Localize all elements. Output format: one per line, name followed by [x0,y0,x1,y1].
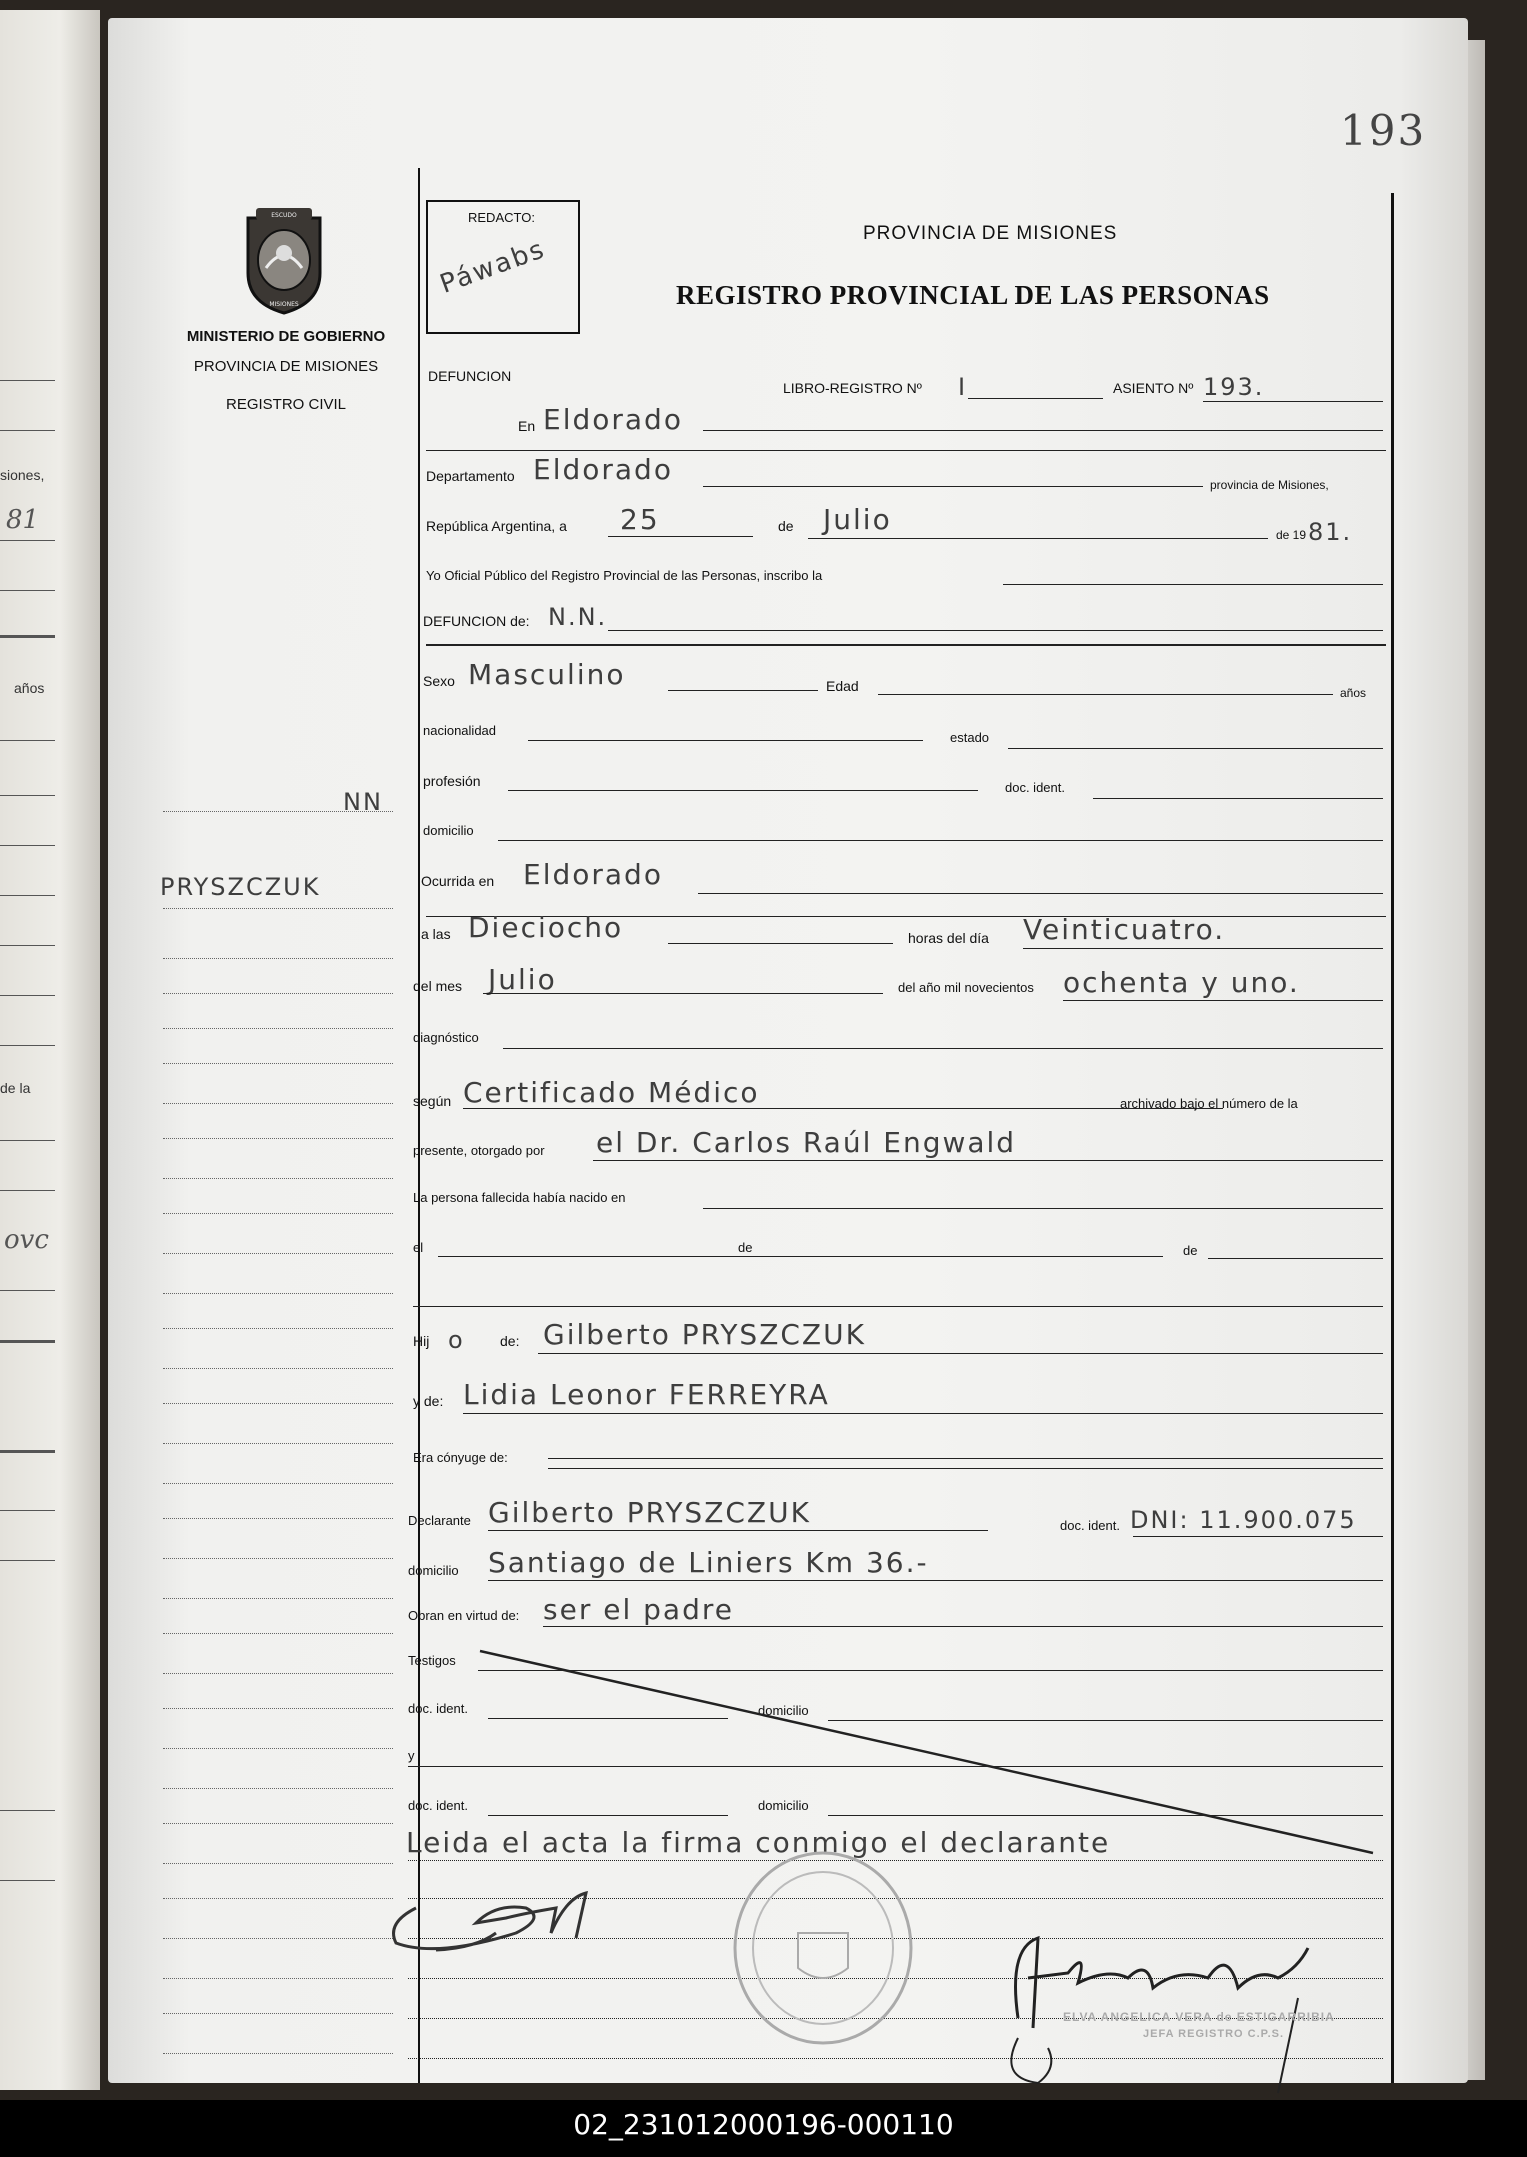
left-fragment-3: de la [0,1080,31,1096]
redacto-initials: Páwabs [436,234,550,300]
left-hand-fragment-2: ovc [4,1225,49,1255]
de-label: de [778,518,794,534]
record-type-label: DEFUNCION [428,368,512,384]
presente-label: presente, otorgado por [413,1143,545,1158]
declarante-domicilio-label: domicilio [408,1563,459,1578]
month-value: Julio [823,503,892,536]
hijo-label: Hij [413,1333,430,1349]
closing-statement: Leida el acta la firma conmigo el declarante [406,1826,1111,1859]
asiento-value: 193. [1203,373,1265,401]
provincia-suffix: provincia de Misiones, [1210,478,1329,492]
yde-label: y de: [413,1393,444,1409]
testigos-label: Testigos [408,1653,456,1668]
stamp-line-1: ELVA ANGELICA VERA de ESTIGARRIBIA [1063,2010,1335,2024]
estado-label: estado [950,730,990,745]
defuncion-de-label: DEFUNCION de: [423,613,530,629]
republica-label: República Argentina, a [426,518,567,534]
stamp-line-2: JEFA REGISTRO C.P.S. [1143,2028,1285,2040]
father-name: Gilberto PRYSZCZUK [543,1318,866,1351]
declarante-domicilio-value: Santiago de Liniers Km 36.- [488,1546,929,1579]
margin-note-nn: NN [343,788,383,816]
nacido-label: La persona fallecida había nacido en [413,1190,626,1205]
testigo2-domicilio-label: domicilio [758,1798,809,1813]
departamento-label: Departamento [426,468,515,484]
registry-title: REGISTRO PROVINCIAL DE LAS PERSONAS [676,280,1270,310]
departamento-value: Eldorado [533,453,673,486]
left-hand-fragment-1: 81 [6,505,40,535]
declarante-doc-label: doc. ident. [1060,1518,1120,1533]
left-fragment-2: años [14,680,45,696]
libro-label: LIBRO-REGISTRO Nº [783,380,922,396]
en-value: Eldorado [543,403,683,436]
hijo-suffix: o [448,1326,465,1354]
provincial-crest-icon [238,198,330,318]
delanio-label: del año mil novecientos [898,980,1034,995]
province-title: PROVINCIA DE MISIONES [863,223,1118,244]
declarante-label: Declarante [408,1513,471,1528]
hijo-de-label: de: [500,1333,520,1349]
ocurrida-value: Eldorado [523,858,663,891]
presente-value: el Dr. Carlos Raúl Engwald [596,1126,1017,1159]
obran-value: ser el padre [543,1593,734,1626]
delmes-value: Julio [488,963,557,996]
testigo1-doc-label: doc. ident. [408,1701,468,1716]
nacionalidad-label: nacionalidad [423,723,497,738]
testigo2-doc-label: doc. ident. [408,1798,468,1813]
edad-label: Edad [826,678,859,694]
anios-label: años [1340,686,1367,700]
margin-note-surname: PRYSZCZUK [160,873,321,901]
nacido-de-label-1: de [738,1240,753,1255]
segun-label: según [413,1093,452,1109]
defuncion-de-value: N.N. [548,603,608,631]
year-value: 81. [1308,518,1353,546]
crest-top-text: ESCUDO [271,212,297,219]
declarant-signature [376,1878,626,1958]
redacto-label: REDACTO: [468,210,535,225]
conyuge-label: Era cónyuge de: [413,1450,508,1465]
oficial-text: Yo Oficial Público del Registro Provincial de las Personas, inscribo la [426,568,823,583]
profesion-label: profesión [423,773,481,789]
day-value: 25 [620,503,660,536]
delanio-value: ochenta y uno. [1063,966,1300,999]
el-label: el [413,1240,424,1255]
page-number: 193 [1340,106,1427,155]
asiento-label: ASIENTO Nº [1113,380,1194,396]
official-seal-icon [728,1848,918,2048]
previous-page-edge [0,10,100,2090]
year-prefix: de 19 [1276,528,1307,542]
registro-civil-subheading: REGISTRO CIVIL [225,396,347,413]
diagnostico-label: diagnóstico [413,1030,479,1045]
alas-label: a las [421,926,451,942]
register-page [108,18,1468,2083]
ocurrida-label: Ocurrida en [421,873,495,889]
sexo-value: Masculino [468,658,626,691]
nacido-de-label-2: de [1183,1243,1198,1258]
horas-label: horas del día [908,930,989,946]
segun-value: Certificado Médico [463,1076,760,1109]
province-subheading: PROVINCIA DE MISIONES [193,358,379,375]
document-id: 02_231012000196-000110 [573,2108,954,2141]
archivado-label: archivado bajo el número de la [1120,1096,1298,1111]
mother-name: Lidia Leonor FERREYRA [463,1378,830,1411]
official-signature [978,1908,1418,2098]
declarante-value: Gilberto PRYSZCZUK [488,1496,811,1529]
obran-label: Obran en virtud de: [408,1608,520,1623]
left-fragment-1: siones, [0,467,45,483]
libro-value: I [958,373,968,401]
en-label: En [518,418,536,434]
alas-value: Dieciocho [468,911,624,944]
sexo-label: Sexo [423,673,455,689]
crest-bottom-text: MISIONES [269,301,299,308]
doc-ident-label: doc. ident. [1005,780,1065,795]
domicilio-label: domicilio [423,823,474,838]
testigo1-domicilio-label: domicilio [758,1703,809,1718]
y-label: y [408,1748,415,1763]
declarante-doc-value: DNI: 11.900.075 [1130,1506,1357,1534]
redacto-box [426,200,580,334]
horas-value: Veinticuatro. [1023,913,1226,946]
ministry-heading: MINISTERIO DE GOBIERNO [186,328,386,345]
delmes-label: del mes [413,978,463,994]
